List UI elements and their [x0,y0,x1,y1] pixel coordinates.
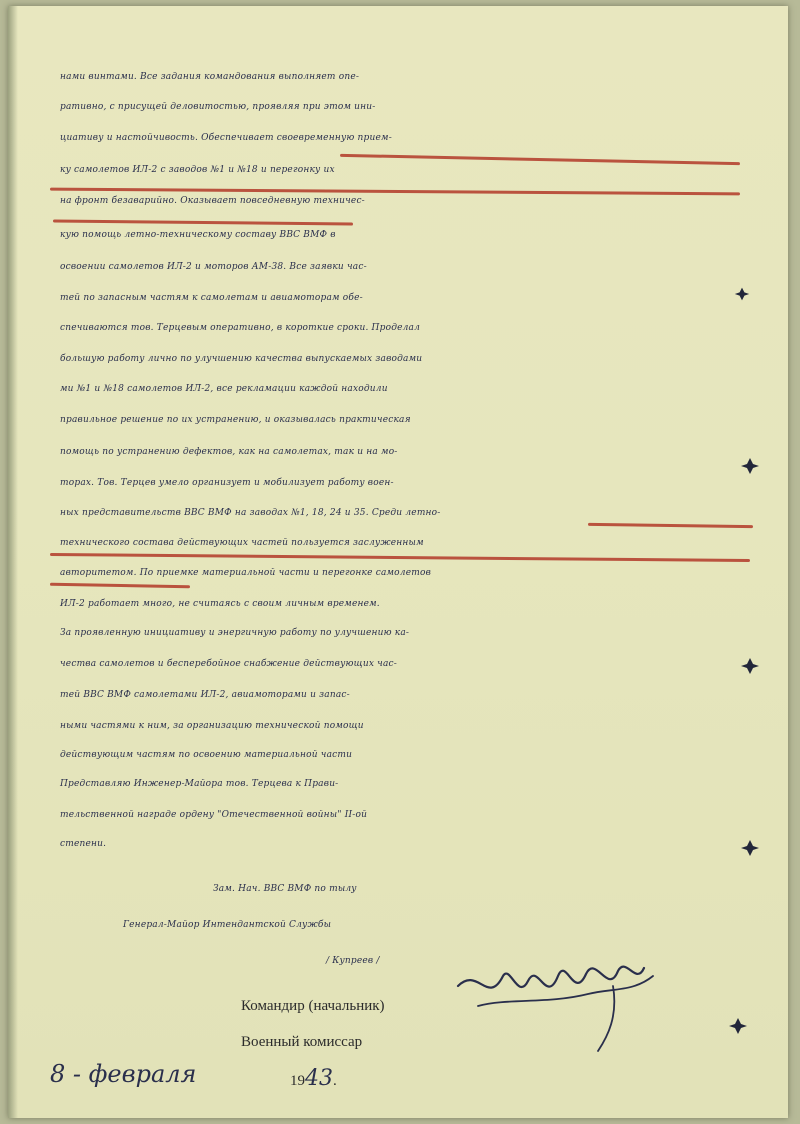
signatory-title: Зам. Нач. ВВС ВМФ по тылу [213,884,357,894]
red-underline [50,188,740,196]
red-underline [50,583,190,588]
body-line: Представляю Инженер-Майора тов. Терцева к Прави- [60,779,339,789]
body-line: действующим частям по освоению материальной части [60,750,353,760]
red-underline [588,523,753,528]
red-underline [340,154,740,165]
body-line: торах. Тов. Терцев умело организует и мобилизует работу воен- [60,478,394,488]
date-year: 1943. [290,1066,337,1091]
handwritten-signature [448,946,668,1056]
body-line: степени. [60,839,107,849]
body-line: помощь по устранению дефектов, как на самолетах, так и на мо- [60,447,398,457]
ink-blot [740,656,760,676]
document-page [8,6,788,1118]
body-line: нами винтами. Все задания командования выполняет опе- [60,72,360,82]
body-line: кую помощь летно-техническому составу ВВС ВМФ в [60,230,336,240]
body-line: За проявленную инициативу и энергичную работу по улучшению ка- [60,628,410,638]
ink-blot [740,456,760,476]
commissar-label: Военный комиссар [241,1034,363,1050]
paper-edge-shadow [8,6,18,1118]
body-line: авторитетом. По приемке материальной части и перегонке самолетов [60,568,432,578]
body-line: ративно, с присущей деловитостью, проявляя при этом ини- [60,102,376,112]
ink-blot [734,286,750,302]
year-prefix: 19 [290,1073,305,1089]
body-line: тельственной награде ордену "Отечественной войны" II-ой [60,810,368,820]
body-line: технического состава действующих частей пользуется заслуженным [60,538,424,548]
body-line: большую работу лично по улучшению качества выпускаемых заводами [60,354,423,364]
red-underline [50,553,750,562]
signatory-rank: Генерал-Майор Интендантской Службы [123,920,332,930]
ink-blot [728,1016,748,1036]
body-line: циативу и настойчивость. Обеспечивает своевременную прием- [60,133,392,143]
commander-label: Командир (начальник) [241,998,385,1014]
body-line: тей по запасным частям к самолетам и авиамоторам обе- [60,293,363,303]
body-line: на фронт безаварийно. Оказывает повседневную техничес- [60,196,365,206]
body-line: тей ВВС ВМФ самолетами ИЛ-2, авиамоторами и запас- [60,690,350,700]
body-line: ку самолетов ИЛ-2 с заводов №1 и №18 и перегонку их [60,165,335,175]
body-line: чества самолетов и бесперебойное снабжение действующих час- [60,659,397,669]
body-line: освоении самолетов ИЛ-2 и моторов АМ-38. Все заявки час- [60,262,367,272]
date-day-month: 8 - февраля [50,1060,197,1088]
year-suffix: 43 [305,1066,333,1091]
signatory-name: / Купреев / [326,956,380,966]
body-line: ми №1 и №18 самолетов ИЛ-2, все рекламации каждой находили [60,384,388,394]
body-line: ных представительств ВВС ВМФ на заводах №1, 18, 24 и 35. Среди летно- [60,508,441,518]
body-line: ИЛ-2 работает много, не считаясь с своим личным временем. [60,599,380,609]
ink-blot [740,838,760,858]
red-underline [53,219,353,225]
body-line: ными частями к ним, за организацию технической помощи [60,721,364,731]
body-line: спечиваются тов. Терцевым оперативно, в короткие сроки. Проделал [60,323,421,333]
body-line: правильное решение по их устранению, и оказывалась практическая [60,415,411,425]
